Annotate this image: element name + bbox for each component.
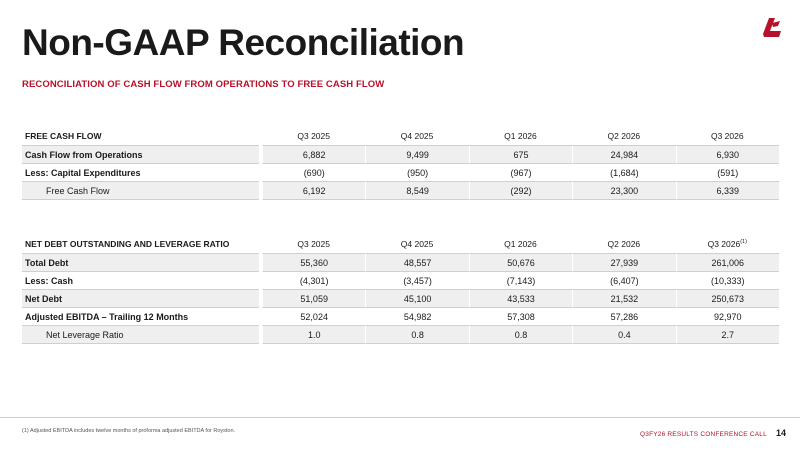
- period-header: Q1 2026: [504, 131, 537, 141]
- period-header: Q4 2025: [400, 131, 434, 141]
- cell-value: 57,308: [469, 308, 572, 326]
- footnote: (1) Adjusted EBITDA includes twelve months of proforma adjusted EBITDA for Royston.: [22, 428, 236, 434]
- cell-value: (1,684): [572, 164, 675, 182]
- cell-value: 0.4: [572, 326, 675, 344]
- cell-value: 6,930: [676, 145, 779, 164]
- page-subtitle: RECONCILIATION OF CASH FLOW FROM OPERATIONS TO FREE CASH FLOW: [22, 79, 385, 90]
- cell-value: (10,333): [676, 272, 779, 290]
- cell-value: 43,533: [469, 290, 572, 308]
- cell-value: (3,457): [365, 272, 468, 290]
- table-header-label: NET DEBT OUTSTANDING AND LEVERAGE RATIO: [25, 239, 230, 249]
- cell-value: 52,024: [262, 308, 365, 326]
- cell-value: 2.7: [676, 326, 779, 344]
- cell-value: (967): [469, 164, 572, 182]
- cell-value: 92,970: [676, 308, 779, 326]
- table-row: [22, 145, 779, 164]
- row-label: Adjusted EBITDA – Trailing 12 Months: [22, 308, 259, 326]
- cell-value: (950): [365, 164, 468, 182]
- table-row: [22, 272, 779, 290]
- cell-value: 1.0: [262, 326, 365, 344]
- cell-value: 6,882: [262, 145, 365, 164]
- period-header: Q3 2025: [297, 131, 330, 141]
- cell-value: (4,301): [262, 272, 365, 290]
- footer-label: Q3FY26 RESULTS CONFERENCE CALL: [640, 431, 767, 438]
- cell-value: 50,676: [469, 253, 572, 272]
- row-label: Net Leverage Ratio: [22, 326, 259, 344]
- period-header: Q1 2026: [504, 239, 537, 249]
- cell-value: 54,982: [365, 308, 468, 326]
- table-row: [22, 290, 779, 308]
- cell-value: 9,499: [365, 145, 468, 164]
- period-header: Q4 2025: [400, 239, 434, 249]
- table-header-label: FREE CASH FLOW: [25, 131, 102, 141]
- row-label: Cash Flow from Operations: [22, 145, 259, 164]
- period-header: Q2 2026: [607, 239, 641, 249]
- table-header-row: [22, 235, 779, 253]
- cell-value: 45,100: [365, 290, 468, 308]
- page-title: Non-GAAP Reconciliation: [22, 22, 465, 63]
- row-label: Free Cash Flow: [22, 182, 259, 200]
- page-number: 14: [776, 428, 787, 438]
- table-row: [22, 326, 779, 344]
- cell-value: 27,939: [572, 253, 675, 272]
- net-debt-table: [22, 235, 779, 344]
- cell-value: 23,300: [572, 182, 675, 200]
- cell-value: 55,360: [262, 253, 365, 272]
- cell-value: 57,286: [572, 308, 675, 326]
- cell-value: (591): [676, 164, 779, 182]
- free-cash-flow-table: [22, 127, 779, 200]
- footnote-marker: (1): [740, 239, 747, 246]
- table-row: [22, 182, 779, 200]
- cell-value: (292): [469, 182, 572, 200]
- row-label: Total Debt: [22, 253, 259, 272]
- cell-value: (690): [262, 164, 365, 182]
- cell-value: 6,192: [262, 182, 365, 200]
- row-label: Net Debt: [22, 290, 259, 308]
- cell-value: 24,984: [572, 145, 675, 164]
- cell-value: 21,532: [572, 290, 675, 308]
- cell-value: 0.8: [469, 326, 572, 344]
- cell-value: 6,339: [676, 182, 779, 200]
- period-header-footnoted: [676, 235, 779, 253]
- cell-value: 51,059: [262, 290, 365, 308]
- cell-value: 48,557: [365, 253, 468, 272]
- period-header: Q2 2026: [607, 131, 641, 141]
- cell-value: (7,143): [469, 272, 572, 290]
- row-label: Less: Cash: [22, 272, 259, 290]
- period-label: Q3 2026: [707, 239, 741, 249]
- cell-value: (6,407): [572, 272, 675, 290]
- cell-value: 261,006: [676, 253, 779, 272]
- table-row: [22, 308, 779, 326]
- period-header: Q3 2025: [297, 239, 330, 249]
- brand-logo-icon: [758, 14, 786, 42]
- table-header-row: [22, 127, 779, 145]
- cell-value: 675: [469, 145, 572, 164]
- cell-value: 0.8: [365, 326, 468, 344]
- footer-divider: [0, 417, 800, 418]
- cell-value: 8,549: [365, 182, 468, 200]
- row-label: Less: Capital Expenditures: [22, 164, 259, 182]
- period-header: Q3 2026: [710, 131, 744, 141]
- cell-value: 250,673: [676, 290, 779, 308]
- table-row: [22, 253, 779, 272]
- table-row: [22, 164, 779, 182]
